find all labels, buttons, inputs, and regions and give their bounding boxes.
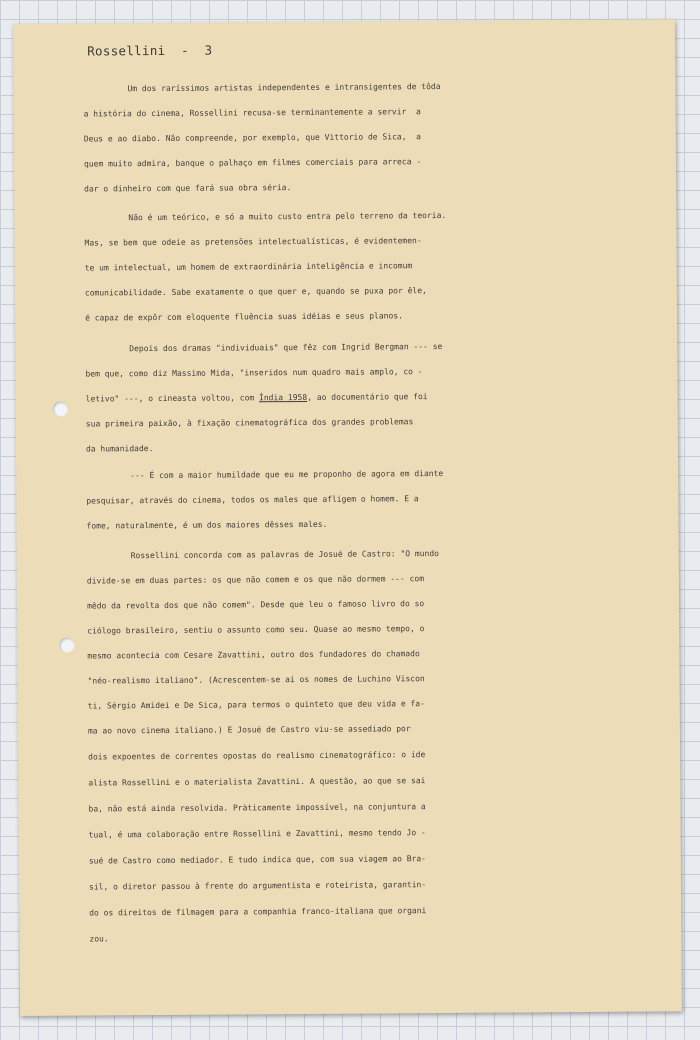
text-line: mesmo acontecia com Cesare Zavattini, outro dos fundadores do chamado xyxy=(87,649,420,661)
text-line: Um dos raríssimos artistas independentes e intransigentes de tôda xyxy=(127,82,441,94)
text-line: do os direitos de filmagem para a companhia franco-italiana que organi xyxy=(89,906,427,918)
text-line: "néo-realismo italiano". (Acrescentem-se aí os nomes de Luchino Viscon xyxy=(87,674,425,686)
text-line: sua primeira paixão, à fixação cinematográfica dos grandes problemas xyxy=(85,417,414,429)
text-line: dar o dinheiro com que fará sua obra séria. xyxy=(84,183,292,194)
text-line: é capaz de expôr com eloquente fluência suas idéias e seus planos. xyxy=(85,311,403,323)
text-line: ti, Sérgio Amidei e De Sica, para termos o quinteto que deu vida e fa- xyxy=(87,699,425,711)
text-line: letivo" ---, o cineasta voltou, com Índia 1958, ao documentário que foi xyxy=(85,392,428,404)
text-line: Deus e ao diabo. Não compreende, por exemplo, que Vittorio de Sica, a xyxy=(83,132,421,144)
text-line: tual, é uma colaboração entre Rossellini e Zavattini, mesmo tendo Jo - xyxy=(88,828,426,840)
text-line: zou. xyxy=(89,934,109,944)
text-line: te um intelectual, um homem de extraordinária inteligência e incomum xyxy=(84,261,413,273)
page-header: Rossellini - 3 xyxy=(87,42,213,59)
text-line: Rossellini concorda com as palavras de Josué de Castro: "O mundo xyxy=(130,549,439,561)
text-line: ma ao novo cinema italiano.) E Josué de Castro viu-se assediado por xyxy=(87,724,411,736)
text-line: a história do cinema, Rossellini recusa-se terminantemente a servir a xyxy=(83,107,421,119)
text-line: dois expoentes de correntes opostas do realismo cinematográfico: o ide xyxy=(88,750,426,762)
text-line: comunicabilidade. Sabe exatamente o que quer e, quando se puxa por êle, xyxy=(84,286,427,298)
text-line: sil, o diretor passou à frente do argumentista e roteirista, garantin- xyxy=(88,880,427,892)
typewritten-page xyxy=(13,19,682,1016)
text-line: mêdo da revolta dos que não comem". Desde que leu o famoso livro do so xyxy=(87,599,425,611)
text-line: da humanidade. xyxy=(85,444,154,454)
text-line: fome, naturalmente, é um dos maiores dêsses males. xyxy=(86,519,328,531)
text-line: --- É com a maior humildade que eu me proponho de agora em diante xyxy=(130,469,444,481)
underlined-film-title: Índia 1958 xyxy=(258,392,308,403)
text-line: alista Rossellini e o materialista Zavattini. A questão, ao que se sai xyxy=(88,776,426,788)
text-line: divide-se em duas partes: os que não comem e os que não dormem --- com xyxy=(86,574,425,586)
text-line: ciólogo brasileiro, sentiu o assunto como seu. Quase ao mesmo tempo, o xyxy=(87,624,425,636)
text-line: Depois dos dramas "individuais" que fêz com Ingrid Bergman --- se xyxy=(129,342,443,354)
punch-hole-bottom xyxy=(59,638,74,653)
text-line: quem muito admira, banque o palhaço em filmes comerciais para arreca - xyxy=(83,157,422,169)
text-line: Não é um teórico, e só a muito custo entra pelo terreno da teoria. xyxy=(128,210,447,223)
punch-hole-top xyxy=(53,402,68,417)
text-line: ba, não está ainda resolvida. Pràticamente impossível, na conjuntura a xyxy=(88,802,426,814)
text-line: bem que, como diz Massimo Mida, "inseridos num quadro mais amplo, co - xyxy=(85,367,423,379)
text-line: Mas, se bem que odeie as pretensões intelectualísticas, é evidentemen- xyxy=(84,236,422,248)
text-line: sué de Castro como mediador. E tudo indica que, com sua viagem ao Bra- xyxy=(88,854,427,866)
text-line: pesquisar, através do cinema, todos os males que afligem o homem. E a xyxy=(86,494,419,506)
